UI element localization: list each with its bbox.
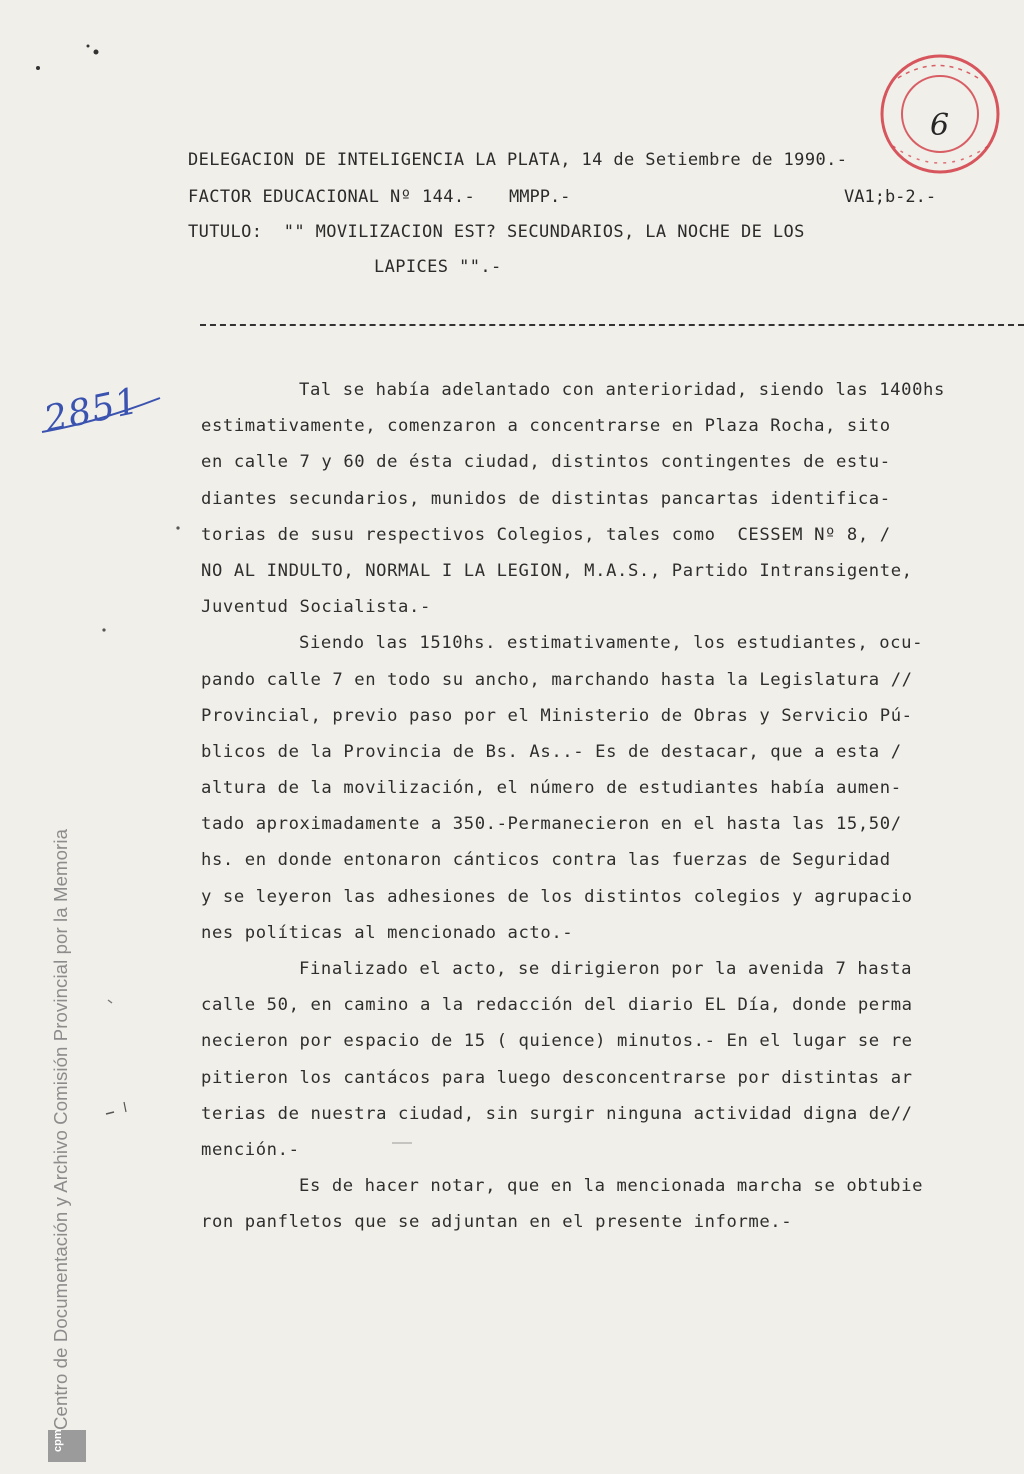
body-line: pitieron los cantácos para luego desconcentrarse por distintas ar bbox=[201, 1067, 913, 1088]
body-line: altura de la movilización, el número de estudiantes había aumen- bbox=[201, 778, 902, 799]
body-line: torias de susu respectivos Colegios, tales como CESSEM Nº 8, / bbox=[201, 524, 891, 545]
stamp-handwritten-number: 6 bbox=[930, 108, 950, 143]
body-line: Tal se había adelantado con anterioridad, siendo las 1400hs bbox=[299, 380, 945, 400]
body-line: calle 50, en camino a la redacción del diario EL Día, donde perma bbox=[201, 995, 913, 1016]
header-line-factor: FACTOR EDUCACIONAL Nº 144.- bbox=[188, 187, 476, 207]
header-line-delegation: DELEGACION DE INTELIGENCIA LA PLATA, 14 de Setiembre de 1990.- bbox=[188, 150, 848, 170]
body-line: en calle 7 y 60 de ésta ciudad, distintos contingentes de estu- bbox=[201, 452, 891, 473]
cpm-logo-text: cpm bbox=[52, 1429, 64, 1452]
handwritten-underline bbox=[38, 382, 168, 442]
body-line: Es de hacer notar, que en la mencionada marcha se obtubie bbox=[299, 1176, 924, 1197]
body-line: blicos de la Provincia de Bs. As..- Es de destacar, que a esta / bbox=[201, 741, 902, 762]
header-mmpp: MMPP.- bbox=[509, 187, 571, 207]
header-title-line: TUTULO: "" MOVILIZACION EST? SECUNDARIOS, LA NOCHE DE LOS bbox=[188, 222, 805, 242]
header-classification: VA1;b-2.- bbox=[844, 187, 937, 207]
body-line: tado aproximadamente a 350.-Permanecieron en el hasta las 15,50/ bbox=[201, 814, 902, 835]
body-line: ron panfletos que se adjuntan en el presente informe.- bbox=[201, 1212, 793, 1233]
header-divider bbox=[200, 324, 1024, 326]
handwritten-annotation bbox=[38, 382, 168, 442]
body-line: terias de nuestra ciudad, sin surgir ninguna actividad digna de// bbox=[201, 1103, 913, 1124]
cpm-logo bbox=[48, 1430, 86, 1462]
body-line: nes políticas al mencionado acto.- bbox=[201, 922, 574, 943]
body-line: mención.- bbox=[201, 1139, 300, 1160]
body-line: necieron por espacio de 15 ( quience) minutos.- En el lugar se re bbox=[201, 1031, 913, 1052]
body-line: estimativamente, comenzaron a concentrarse en Plaza Rocha, sito bbox=[201, 416, 891, 437]
header-title-continuation: LAPICES "".- bbox=[374, 257, 502, 277]
body-line: pando calle 7 en todo su ancho, marchando hasta la Legislatura // bbox=[201, 669, 913, 690]
handwritten-number: 2851 bbox=[40, 380, 143, 441]
body-line: Siendo las 1510hs. estimativamente, los estudiantes, ocu- bbox=[299, 633, 924, 654]
body-line: diantes secundarios, munidos de distintas pancartas identifica- bbox=[201, 488, 891, 509]
body-line: Finalizado el acto, se dirigieron por la avenida 7 hasta bbox=[299, 959, 913, 979]
body-line: NO AL INDULTO, NORMAL I LA LEGION, M.A.S., Partido Intransigente, bbox=[201, 560, 913, 581]
archive-caption-text: Centro de Documentación y Archivo Comisión Provincial por la Memoria bbox=[50, 828, 71, 1430]
body-line: hs. en donde entonaron cánticos contra las fuerzas de Seguridad bbox=[201, 850, 891, 871]
body-line: Provincial, previo paso por el Ministerio de Obras y Servicio Pú- bbox=[201, 705, 913, 726]
body-line: y se leyeron las adhesiones de los distintos colegios y agrupacio bbox=[201, 886, 913, 907]
report-body bbox=[201, 372, 1017, 1241]
body-line: Juventud Socialista.- bbox=[201, 597, 431, 618]
